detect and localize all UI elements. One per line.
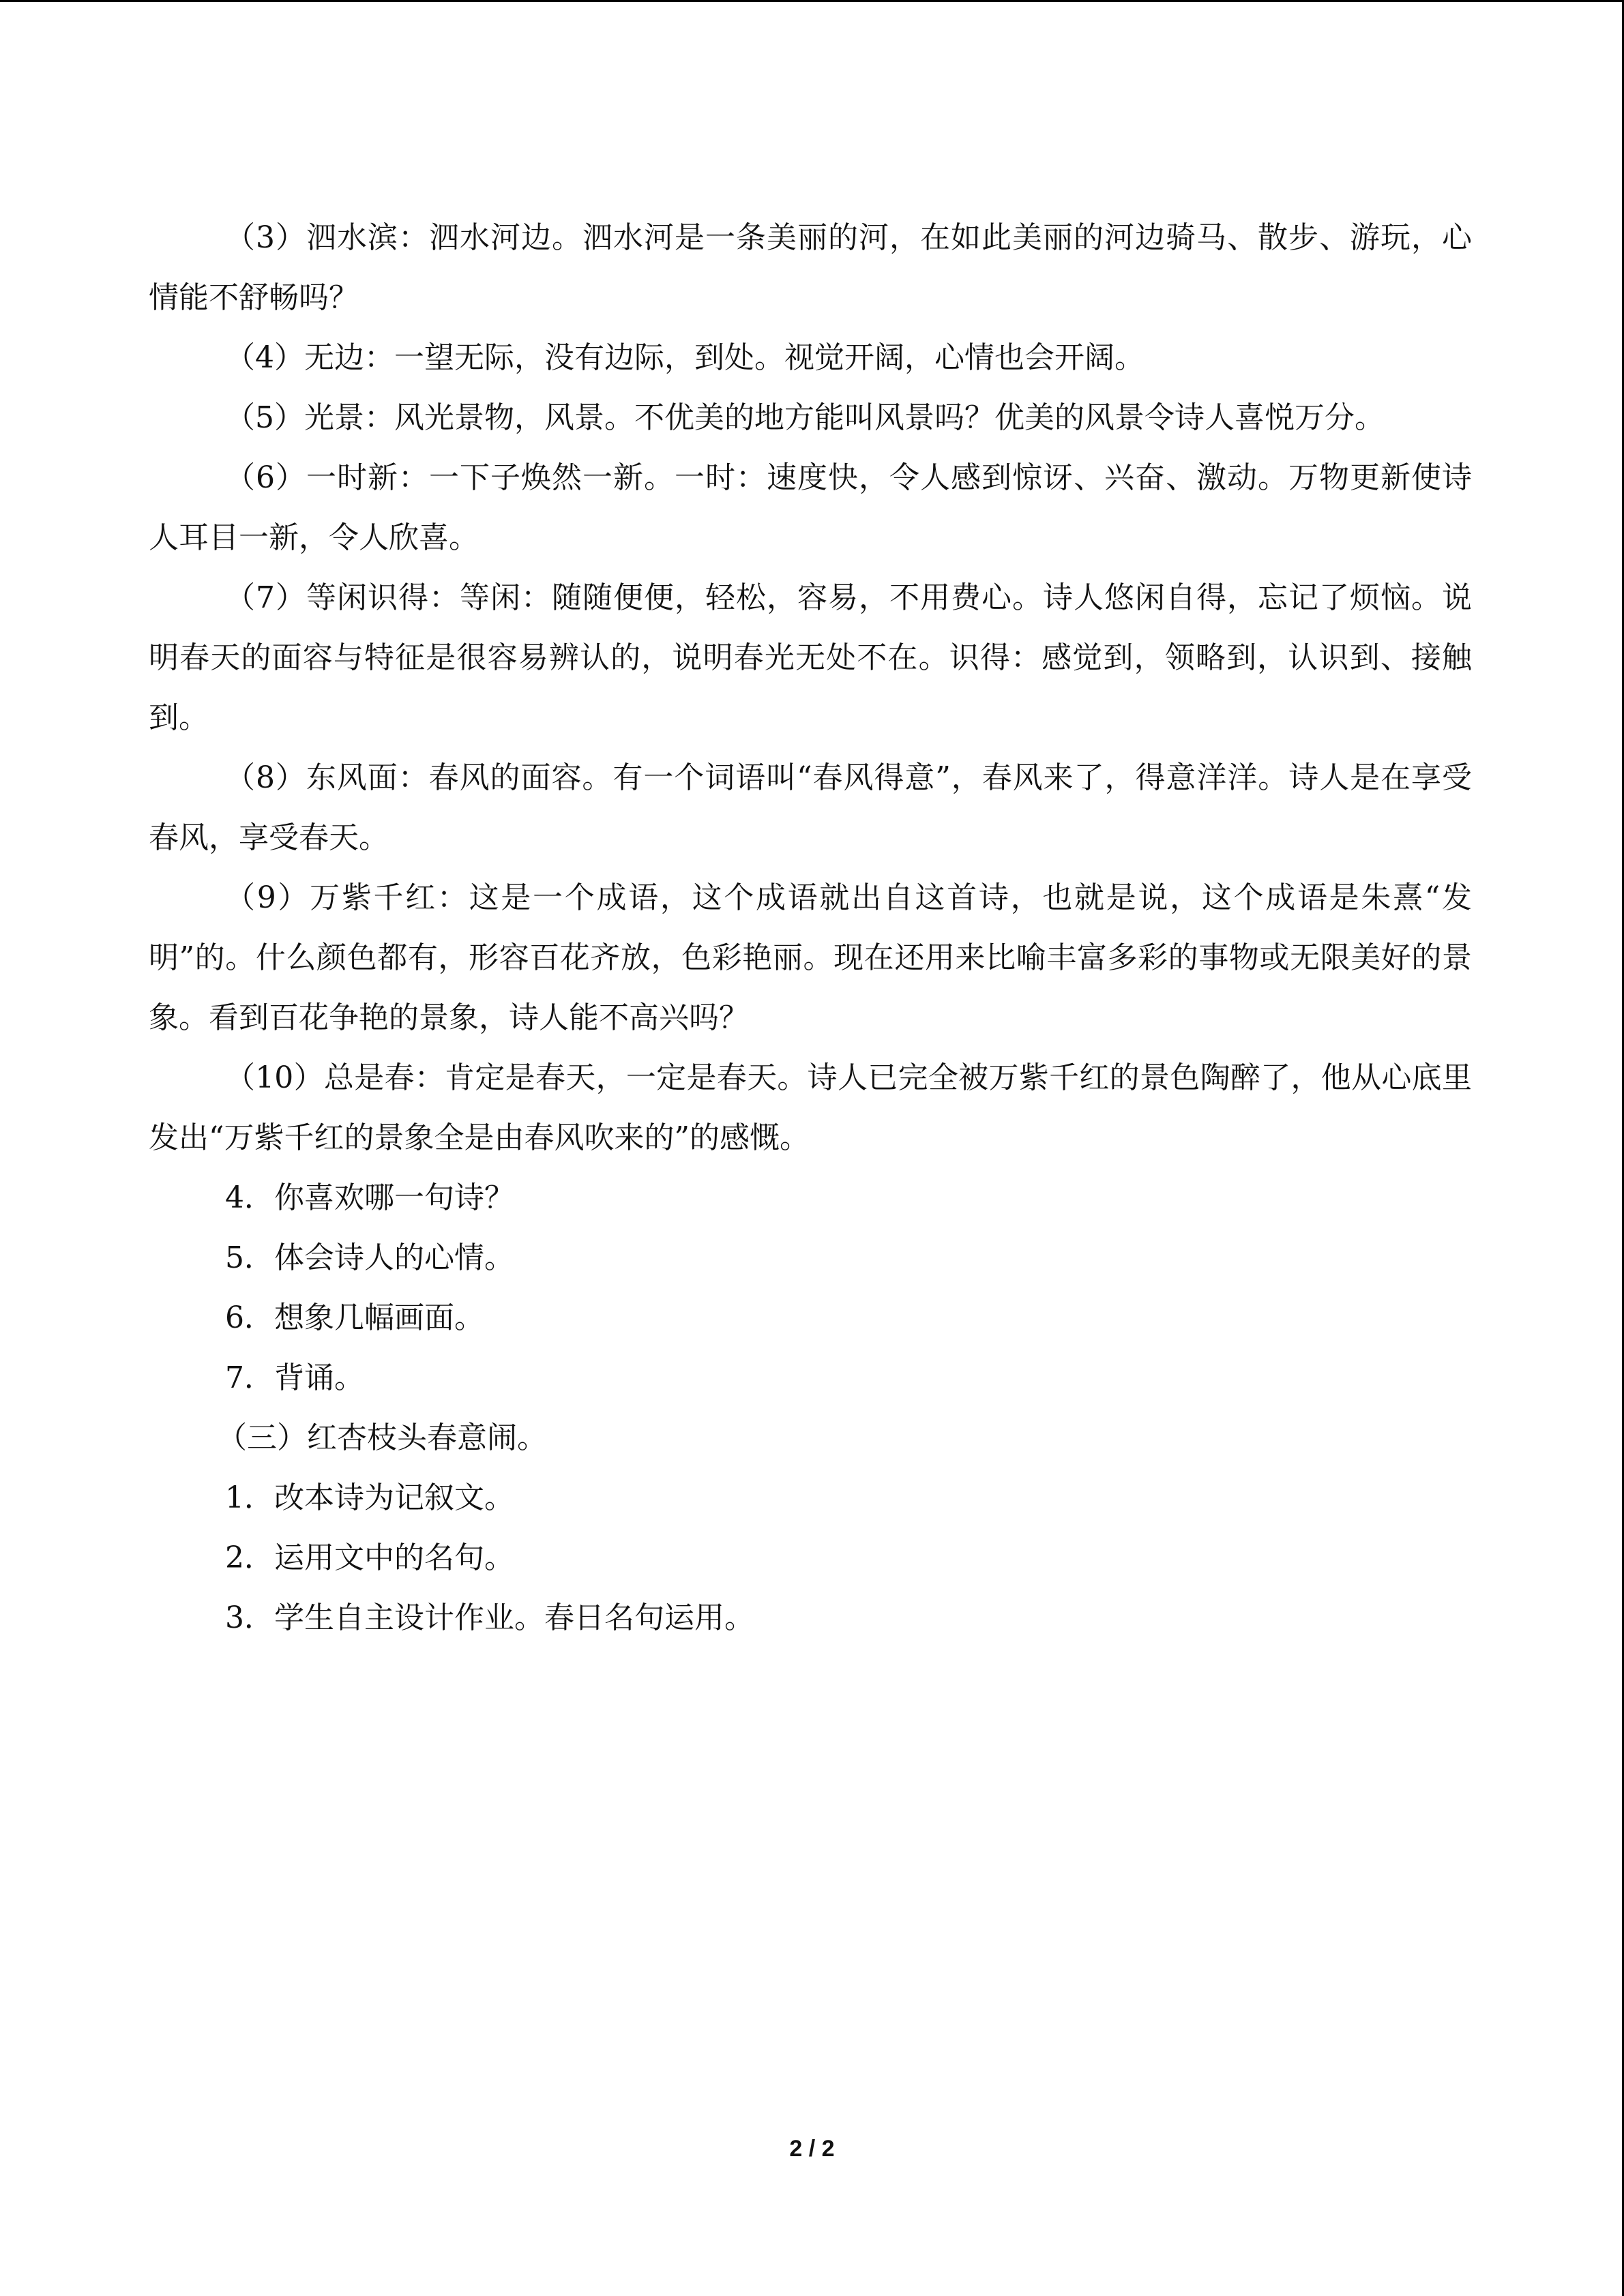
paragraph-note-3: （3）泗水滨：泗水河边。泗水河是一条美丽的河，在如此美丽的河边骑马、散步、游玩，心情能不舒畅吗？ [149,220,1472,315]
paragraph-note-6: （6）一时新：一下子焕然一新。一时：速度快，令人感到惊讶、兴奋、激动。万物更新使诗人耳目一新，令人欣喜。 [149,460,1472,555]
paragraph-note-5: （5）光景：风光景物，风景。不优美的地方能叫风景吗？优美的风景令诗人喜悦万分。 [225,400,1385,435]
list-item-3: 3．学生自主设计作业。春日名句运用。 [225,1600,754,1635]
list-item-1: 1．改本诗为记叙文。 [225,1480,514,1515]
document-body [149,208,1472,1648]
page-top-border [0,0,1624,2]
paragraph-note-10: （10）总是春：肯定是春天，一定是春天。诗人已完全被万紫千红的景色陶醉了，他从心底里发出“万紫千红的景象全是由春风吹来的”的感慨。 [149,1060,1472,1155]
section-heading-3: （三）红杏枝头春意闹。 [217,1420,547,1455]
list-item-4: 4．你喜欢哪一句诗？ [225,1180,514,1215]
paragraph-note-7: （7）等闲识得：等闲：随随便便，轻松，容易，不用费心。诗人悠闲自得，忘记了烦恼。说明春天的面容与特征是很容易辨认的，说明春光无处不在。识得：感觉到，领略到，认识到、接触到。 [149,580,1472,735]
list-item-7: 7．背诵。 [225,1360,364,1395]
page-number: 2 / 2 [789,2136,835,2162]
list-item-5: 5．体会诗人的心情。 [225,1240,514,1275]
list-item-2: 2．运用文中的名句。 [225,1540,514,1575]
paragraph-note-4: （4）无边：一望无际，没有边际，到处。视觉开阔，心情也会开阔。 [225,340,1145,375]
list-item-6: 6．想象几幅画面。 [225,1300,484,1335]
paragraph-note-9: （9）万紫千红：这是一个成语，这个成语就出自这首诗，也就是说，这个成语是朱熹“发明”的。什么颜色都有，形容百花齐放，色彩艳丽。现在还用来比喻丰富多彩的事物或无限美好的景象。看到百花争艳的景象，诗人能不高兴吗？ [149,880,1472,1035]
paragraph-note-8: （8）东风面：春风的面容。有一个词语叫“春风得意”，春风来了，得意洋洋。诗人是在享受春风，享受春天。 [149,760,1472,855]
